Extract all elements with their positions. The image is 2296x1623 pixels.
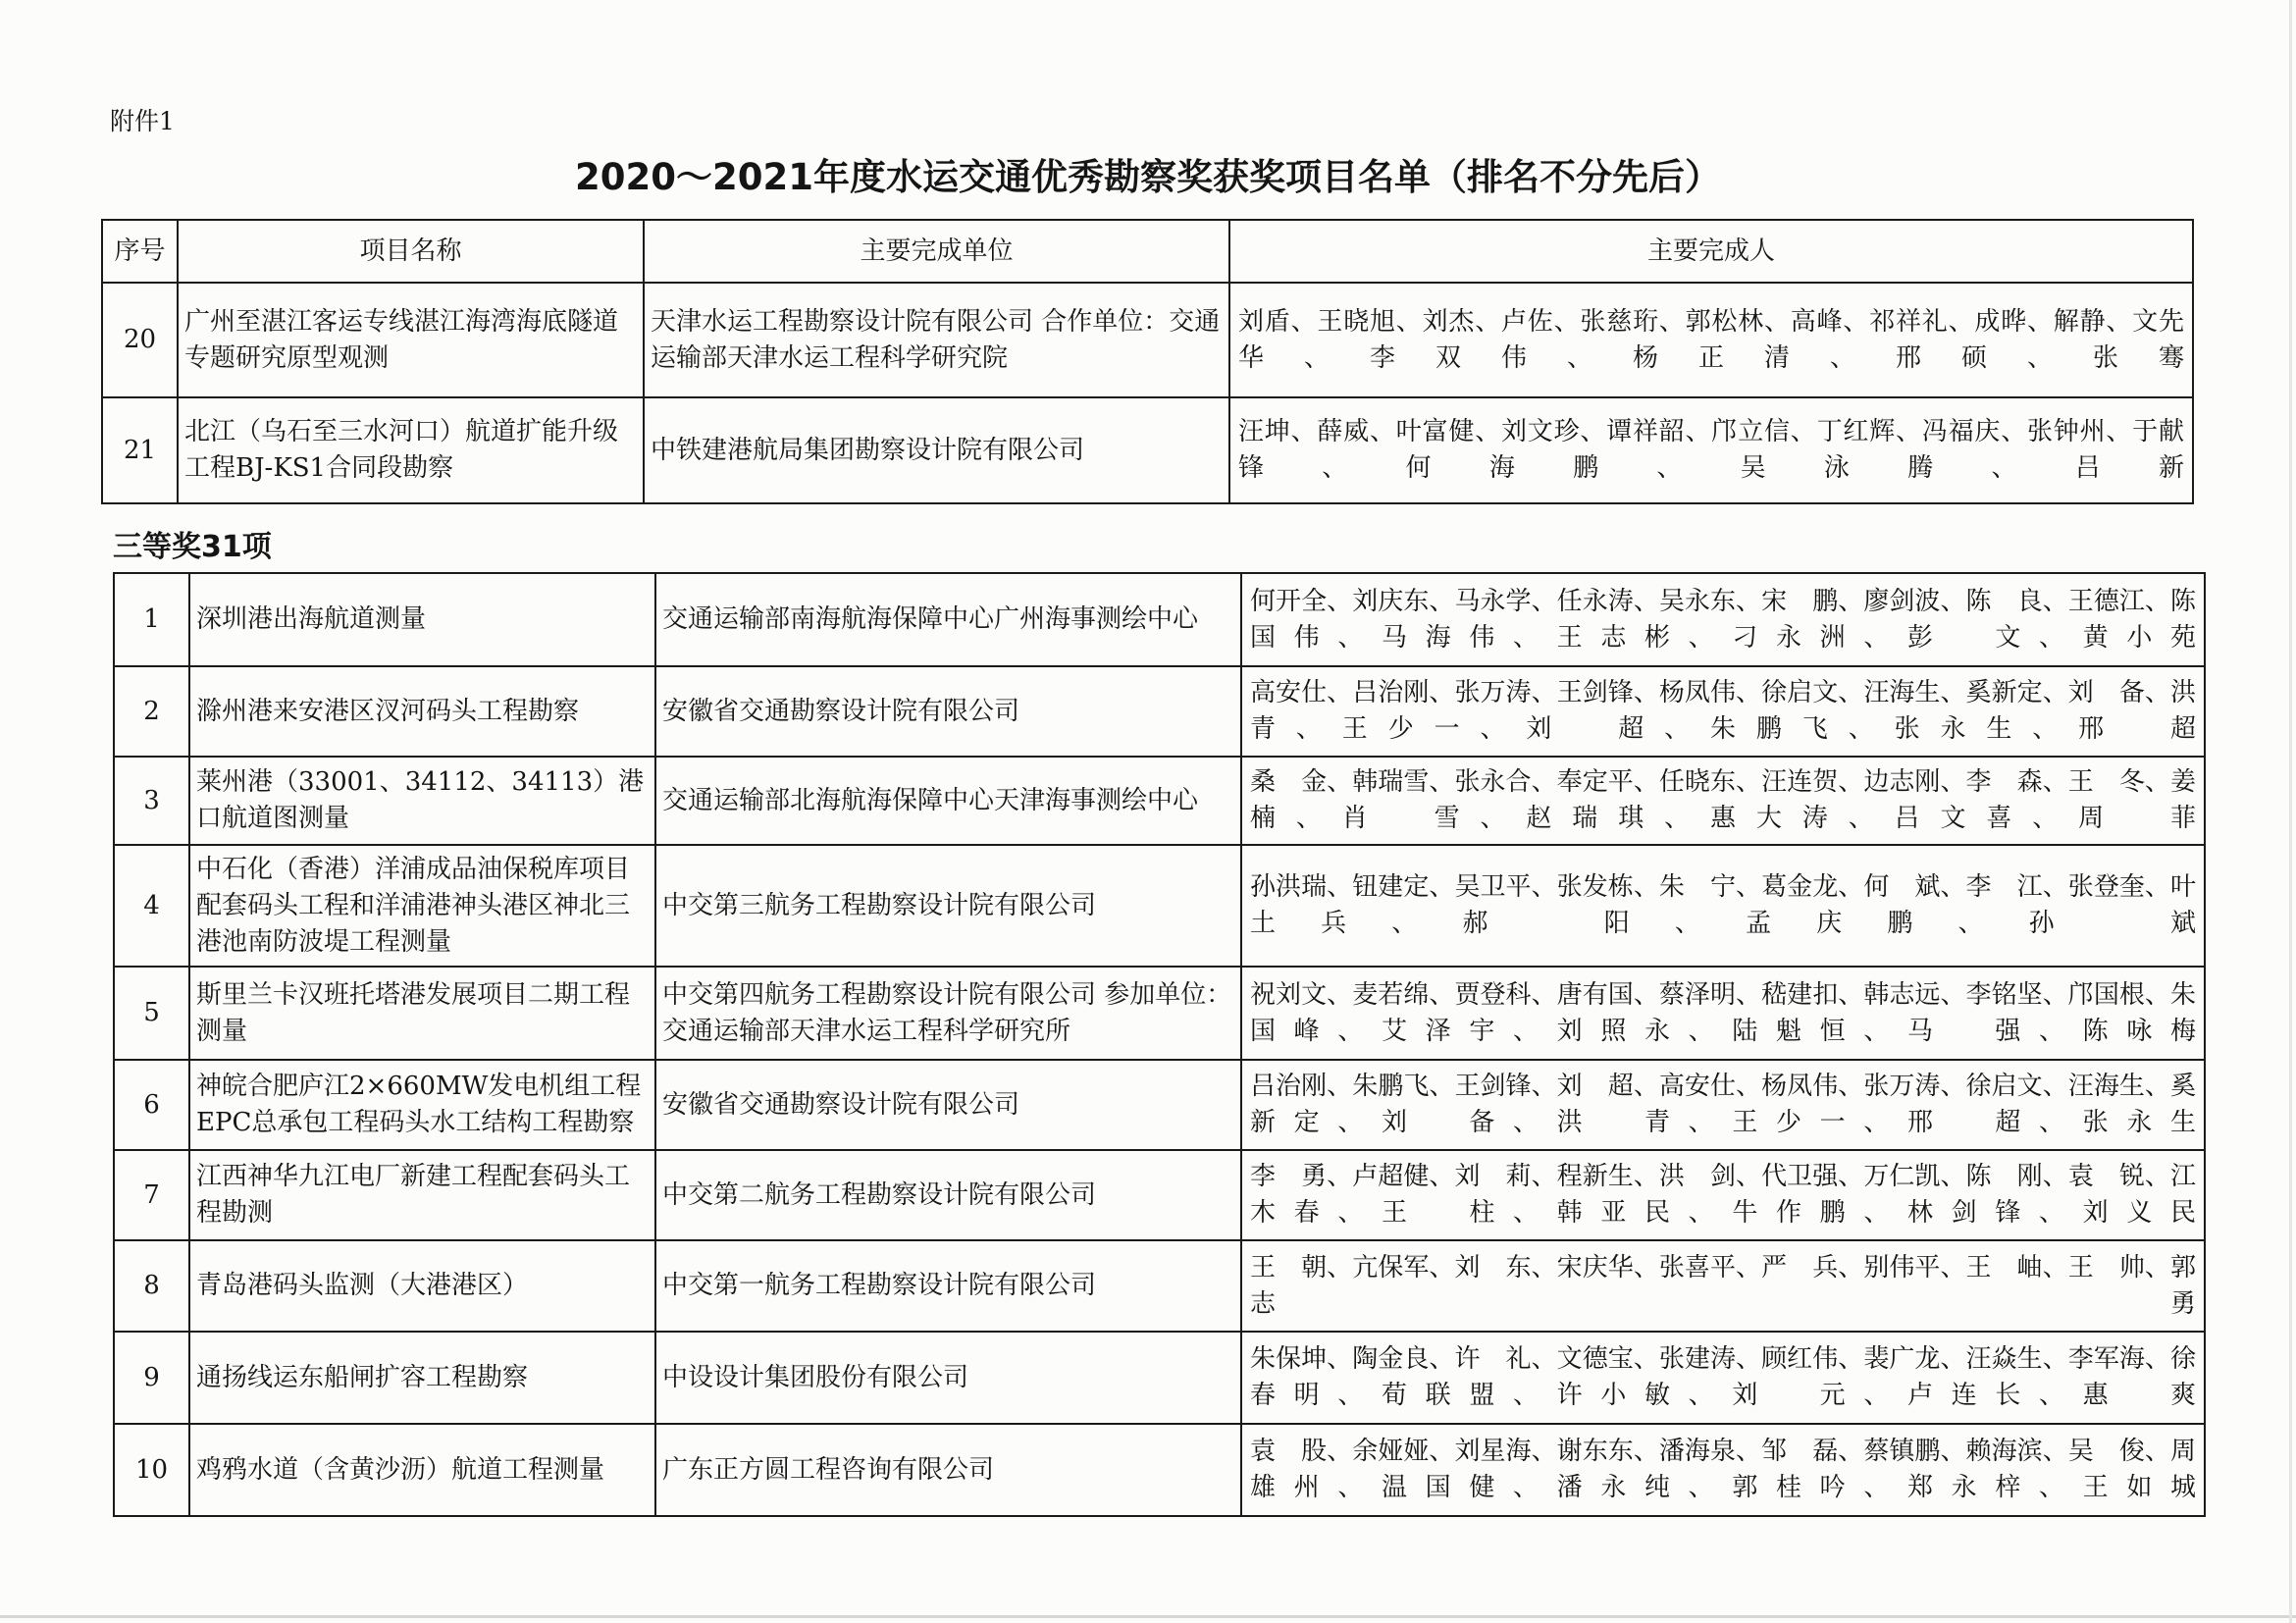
- table-row: [114, 573, 2205, 666]
- attachment-label: 附件1: [110, 107, 175, 135]
- row-people: 王 朝、亢保军、刘 东、宋庆华、张喜平、严 兵、别伟平、王 岫、王 帅、郭志勇: [1241, 1240, 2205, 1332]
- table-row: [114, 666, 2205, 757]
- row-unit: 交通运输部北海航海保障中心天津海事测绘中心: [655, 757, 1241, 845]
- row-project: 青岛港码头监测（大港港区）: [189, 1240, 655, 1332]
- row-no: 20: [102, 283, 178, 397]
- row-no: 8: [114, 1240, 189, 1332]
- scan-edge-bottom: [0, 1615, 2296, 1618]
- row-people: 袁 股、余娅娅、刘星海、谢东东、潘海泉、邹 磊、蔡镇鹏、赖海滨、吴 俊、周雄州、温国健、潘永纯、郭桂吟、郑永梓、王如城: [1241, 1424, 2205, 1516]
- row-unit: 中交第三航务工程勘察设计院有限公司: [655, 845, 1241, 967]
- table-row: [114, 967, 2205, 1060]
- row-no: 10: [114, 1424, 189, 1516]
- table-row: [102, 283, 2193, 397]
- table-row: [114, 845, 2205, 967]
- row-people: 孙洪瑞、钮建定、吴卫平、张发栋、朱 宁、葛金龙、何 斌、李 江、张登奎、叶土兵、郝 阳、孟庆鹏、孙 斌: [1241, 845, 2205, 967]
- table-row: [114, 1424, 2205, 1516]
- row-no: 7: [114, 1150, 189, 1240]
- row-unit: 中交第一航务工程勘察设计院有限公司: [655, 1240, 1241, 1332]
- row-project: 深圳港出海航道测量: [189, 573, 655, 666]
- row-unit: 安徽省交通勘察设计院有限公司: [655, 1060, 1241, 1150]
- row-unit: 交通运输部南海航海保障中心广州海事测绘中心: [655, 573, 1241, 666]
- row-project: 北江（乌石至三水河口）航道扩能升级工程BJ-KS1合同段勘察: [178, 397, 644, 503]
- section-title-third-prize: 三等奖31项: [113, 530, 272, 564]
- row-people: 朱保坤、陶金良、许 礼、文德宝、张建涛、顾红伟、裴广龙、汪焱生、李军海、徐春明、荀联盟、许小敏、刘 元、卢连长、惠 爽: [1241, 1332, 2205, 1424]
- row-people: 李 勇、卢超健、刘 莉、程新生、洪 剑、代卫强、万仁凯、陈 刚、袁 锐、江木春、王 柱、韩亚民、牛作鹏、林剑锋、刘义民: [1241, 1150, 2205, 1240]
- row-people: 何开全、刘庆东、马永学、任永涛、吴永东、宋 鹏、廖剑波、陈 良、王德江、陈国伟、马海伟、王志彬、刁永洲、彭 文、黄小苑: [1241, 573, 2205, 666]
- award-table-second-prize: [101, 219, 2194, 504]
- row-project: 中石化（香港）洋浦成品油保税库项目配套码头工程和洋浦港神头港区神北三港池南防波堤工程测量: [189, 845, 655, 967]
- row-people: 刘盾、王晓旭、刘杰、卢佐、张慈珩、郭松林、高峰、祁祥礼、成晔、解静、文先华、李双伟、杨正清、邢硕、张骞: [1229, 283, 2193, 397]
- table-row: [114, 1150, 2205, 1240]
- row-no: 3: [114, 757, 189, 845]
- row-people: 吕治刚、朱鹏飞、王剑锋、刘 超、高安仕、杨凤伟、张万涛、徐启文、汪海生、奚新定、刘 备、洪 青、王少一、邢 超、张永生: [1241, 1060, 2205, 1150]
- table-header-row: [102, 220, 2193, 283]
- award-table-third-prize: [113, 572, 2222, 1517]
- table-row: [114, 1060, 2205, 1150]
- row-no: 2: [114, 666, 189, 757]
- page-title: 2020～2021年度水运交通优秀勘察奖获奖项目名单（排名不分先后）: [575, 156, 1721, 198]
- table-row: [114, 1240, 2205, 1332]
- row-no: 5: [114, 967, 189, 1060]
- row-project: 鸡鸦水道（含黄沙沥）航道工程测量: [189, 1424, 655, 1516]
- row-project: 广州至湛江客运专线湛江海湾海底隧道专题研究原型观测: [178, 283, 644, 397]
- row-unit: 中交第四航务工程勘察设计院有限公司 参加单位：交通运输部天津水运工程科学研究所: [655, 967, 1241, 1060]
- row-people: 祝刘文、麦若绵、贾登科、唐有国、蔡泽明、嵇建扣、韩志远、李铭坚、邝国根、朱国峰、艾泽宇、刘照永、陆魁恒、马 强、陈咏梅: [1241, 967, 2205, 1060]
- table-row: [114, 757, 2205, 845]
- row-unit: 广东正方圆工程咨询有限公司: [655, 1424, 1241, 1516]
- row-unit: 中铁建港航局集团勘察设计院有限公司: [644, 397, 1229, 503]
- header-people: 主要完成人: [1229, 220, 2193, 283]
- row-people: 高安仕、吕治刚、张万涛、王剑锋、杨凤伟、徐启文、汪海生、奚新定、刘 备、洪 青、王少一、刘 超、朱鹏飞、张永生、邢 超: [1241, 666, 2205, 757]
- row-no: 1: [114, 573, 189, 666]
- row-people: 桑 金、韩瑞雪、张永合、奉定平、任晓东、汪连贺、边志刚、李 森、王 冬、姜 楠、肖 雪、赵瑞琪、惠大涛、吕文喜、周 菲: [1241, 757, 2205, 845]
- header-no: 序号: [102, 220, 178, 283]
- row-project: 江西神华九江电厂新建工程配套码头工程勘测: [189, 1150, 655, 1240]
- row-people: 汪坤、薛威、叶富健、刘文珍、谭祥韶、邝立信、丁红辉、冯福庆、张钟州、于献锋、何海鹏、吴泳腾、吕新: [1229, 397, 2193, 503]
- row-no: 6: [114, 1060, 189, 1150]
- row-unit: 安徽省交通勘察设计院有限公司: [655, 666, 1241, 757]
- row-project: 滁州港来安港区汊河码头工程勘察: [189, 666, 655, 757]
- row-unit: 中交第二航务工程勘察设计院有限公司: [655, 1150, 1241, 1240]
- row-project: 通扬线运东船闸扩容工程勘察: [189, 1332, 655, 1424]
- row-unit: 天津水运工程勘察设计院有限公司 合作单位：交通运输部天津水运工程科学研究院: [644, 283, 1229, 397]
- row-project: 斯里兰卡汉班托塔港发展项目二期工程测量: [189, 967, 655, 1060]
- row-no: 4: [114, 845, 189, 967]
- row-unit: 中设设计集团股份有限公司: [655, 1332, 1241, 1424]
- header-project: 项目名称: [178, 220, 644, 283]
- header-unit: 主要完成单位: [644, 220, 1229, 283]
- table-row: [114, 1332, 2205, 1424]
- row-project: 莱州港（33001、34112、34113）港口航道图测量: [189, 757, 655, 845]
- row-no: 9: [114, 1332, 189, 1424]
- row-no: 21: [102, 397, 178, 503]
- row-project: 神皖合肥庐江2×660MW发电机组工程EPC总承包工程码头水工结构工程勘察: [189, 1060, 655, 1150]
- scan-edge-right: [2289, 0, 2292, 1623]
- table-row: [102, 397, 2193, 503]
